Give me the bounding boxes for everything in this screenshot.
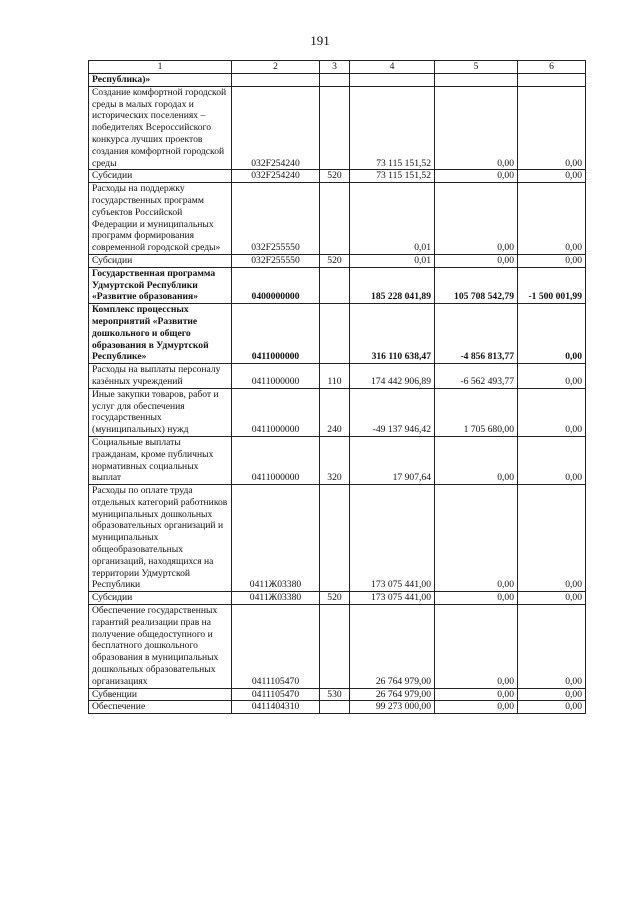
row-name-cell: Субсидии: [89, 592, 232, 605]
row-value-cell: 0,00: [435, 86, 518, 170]
row-value-cell: [350, 74, 435, 87]
table-row: [89, 485, 586, 592]
row-value-cell: 0,00: [435, 592, 518, 605]
table-row: [89, 170, 586, 183]
row-value-cell: -4 856 813,77: [435, 304, 518, 364]
table-row: [89, 86, 586, 170]
row-value-cell: 0,00: [518, 254, 586, 267]
row-type-cell: 530: [320, 688, 350, 701]
row-value-cell: 0,00: [435, 485, 518, 592]
row-name-cell: Обеспечение государственных гарантий реализации прав на получение общедоступного и бесплатного дошкольного образования в муниципальных дошкольных образовательных организациях: [89, 605, 232, 689]
row-code-cell: 0411Ж03380: [232, 592, 320, 605]
row-type-cell: [320, 267, 350, 303]
row-value-cell: 0,00: [518, 86, 586, 170]
column-header: 5: [435, 61, 518, 74]
row-value-cell: 0,00: [518, 170, 586, 183]
row-value-cell: 0,00: [518, 688, 586, 701]
row-type-cell: [320, 701, 350, 714]
row-type-cell: [320, 605, 350, 689]
row-code-cell: 0411404310: [232, 701, 320, 714]
row-code-cell: 0411105470: [232, 688, 320, 701]
row-value-cell: 185 228 041,89: [350, 267, 435, 303]
row-type-cell: [320, 485, 350, 592]
row-code-cell: [232, 74, 320, 87]
row-name-cell: Расходы по оплате труда отдельных категорий работников муниципальных дошкольных образовательных организаций и муниципальных общеобразовательных организаций, находящихся на территории Удмуртской Республики: [89, 485, 232, 592]
table-row: [89, 688, 586, 701]
row-type-cell: 520: [320, 170, 350, 183]
row-value-cell: 17 907,64: [350, 436, 435, 484]
row-code-cell: 032F254240: [232, 170, 320, 183]
table-row: [89, 304, 586, 364]
row-code-cell: 0411000000: [232, 388, 320, 436]
row-code-cell: 0411Ж03380: [232, 485, 320, 592]
row-value-cell: 173 075 441,00: [350, 592, 435, 605]
row-value-cell: 0,00: [518, 304, 586, 364]
table-row: [89, 388, 586, 436]
row-value-cell: 0,01: [350, 254, 435, 267]
row-name-cell: Расходы на поддержку государственных программ субъектов Российской Федерации и муниципальных программ формирования современной городской среды»: [89, 183, 232, 255]
row-value-cell: -49 137 946,42: [350, 388, 435, 436]
row-code-cell: 032F254240: [232, 86, 320, 170]
budget-table: [88, 60, 586, 714]
row-value-cell: [518, 74, 586, 87]
row-value-cell: -6 562 493,77: [435, 364, 518, 389]
row-value-cell: 0,00: [518, 183, 586, 255]
row-type-cell: 110: [320, 364, 350, 389]
table-row: [89, 701, 586, 714]
row-value-cell: 173 075 441,00: [350, 485, 435, 592]
row-code-cell: 032F255550: [232, 254, 320, 267]
row-type-cell: 240: [320, 388, 350, 436]
table-row: [89, 267, 586, 303]
column-header: 6: [518, 61, 586, 74]
column-header: 4: [350, 61, 435, 74]
row-name-cell: Республика)»: [89, 74, 232, 87]
row-code-cell: 0411105470: [232, 605, 320, 689]
row-name-cell: Субсидии: [89, 170, 232, 183]
row-code-cell: 0400000000: [232, 267, 320, 303]
row-value-cell: 73 115 151,52: [350, 86, 435, 170]
row-type-cell: 520: [320, 592, 350, 605]
row-value-cell: 0,00: [518, 605, 586, 689]
row-name-cell: Комплекс процессных мероприятий «Развитие дошкольного и общего образования в Удмуртской Республике»: [89, 304, 232, 364]
column-header: 2: [232, 61, 320, 74]
row-value-cell: 0,00: [435, 701, 518, 714]
row-value-cell: 73 115 151,52: [350, 170, 435, 183]
row-name-cell: Субвенции: [89, 688, 232, 701]
row-name-cell: Расходы на выплаты персоналу казённых учреждений: [89, 364, 232, 389]
table-row: [89, 605, 586, 689]
table-row: [89, 254, 586, 267]
row-value-cell: 174 442 906,89: [350, 364, 435, 389]
row-name-cell: Государственная программа Удмуртской Республики «Развитие образования»: [89, 267, 232, 303]
table-row: [89, 183, 586, 255]
row-type-cell: [320, 304, 350, 364]
row-code-cell: 0411000000: [232, 304, 320, 364]
row-value-cell: 0,01: [350, 183, 435, 255]
row-value-cell: 99 273 000,00: [350, 701, 435, 714]
row-value-cell: 26 764 979,00: [350, 688, 435, 701]
row-type-cell: 520: [320, 254, 350, 267]
row-value-cell: -1 500 001,99: [518, 267, 586, 303]
row-code-cell: 0411000000: [232, 436, 320, 484]
page-number: 191: [310, 33, 330, 48]
table-row: [89, 592, 586, 605]
row-name-cell: Социальные выплаты гражданам, кроме публичных нормативных социальных выплат: [89, 436, 232, 484]
row-value-cell: 0,00: [435, 605, 518, 689]
row-value-cell: 0,00: [435, 254, 518, 267]
row-name-cell: Обеспечение: [89, 701, 232, 714]
row-value-cell: 316 110 638,47: [350, 304, 435, 364]
row-value-cell: 0,00: [518, 436, 586, 484]
row-value-cell: 1 705 680,00: [435, 388, 518, 436]
row-value-cell: [435, 74, 518, 87]
column-header: 1: [89, 61, 232, 74]
row-value-cell: 0,00: [435, 170, 518, 183]
row-value-cell: 0,00: [435, 436, 518, 484]
row-value-cell: 0,00: [518, 701, 586, 714]
row-value-cell: 26 764 979,00: [350, 605, 435, 689]
row-value-cell: 0,00: [518, 364, 586, 389]
row-code-cell: 0411000000: [232, 364, 320, 389]
row-value-cell: 0,00: [518, 485, 586, 592]
row-name-cell: Создание комфортной городской среды в малых городах и исторических поселениях – победителях Всероссийского конкурса лучших проектов создания комфортной городской среды: [89, 86, 232, 170]
row-value-cell: 0,00: [518, 592, 586, 605]
row-value-cell: 0,00: [435, 688, 518, 701]
table-header-row: [89, 61, 586, 74]
row-name-cell: Субсидии: [89, 254, 232, 267]
row-value-cell: 105 708 542,79: [435, 267, 518, 303]
table-row: [89, 436, 586, 484]
table-row: [89, 364, 586, 389]
row-value-cell: 0,00: [435, 183, 518, 255]
row-type-cell: [320, 183, 350, 255]
row-type-cell: 320: [320, 436, 350, 484]
row-type-cell: [320, 86, 350, 170]
row-type-cell: [320, 74, 350, 87]
column-header: 3: [320, 61, 350, 74]
table-row: [89, 74, 586, 87]
row-name-cell: Иные закупки товаров, работ и услуг для обеспечения государственных (муниципальных) нужд: [89, 388, 232, 436]
row-code-cell: 032F255550: [232, 183, 320, 255]
row-value-cell: 0,00: [518, 388, 586, 436]
